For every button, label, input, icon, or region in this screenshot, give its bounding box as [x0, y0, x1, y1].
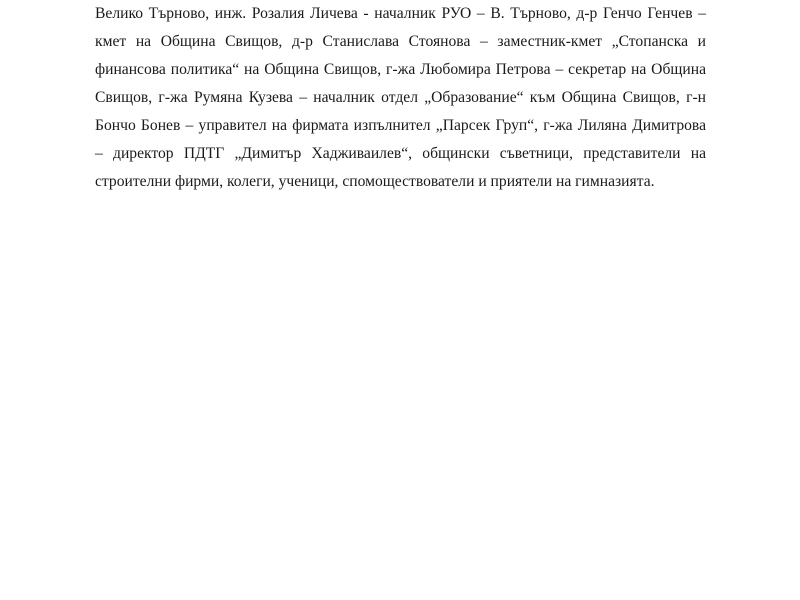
paragraph-line: Велико Търново, инж. Розалия Личева - началник РУО – В. Търново, д-р Генчо Генчев –: [95, 5, 706, 22]
paragraph-line: финансова политика“ на Община Свищов, г-жа Любомира Петрова – секретар на Община: [95, 61, 706, 78]
paragraph-line-last: строителни фирми, колеги, ученици, спомоществователи и приятели на гимназията.: [95, 173, 655, 190]
paragraph-line: кмет на Община Свищов, д-р Станислава Стоянова – заместник-кмет „Стопанска и: [95, 33, 706, 50]
paragraph-line: Свищов, г-жа Румяна Кузева – началник отдел „Образование“ към Община Свищов, г-н: [95, 89, 706, 106]
paragraph-line: – директор ПДТГ „Димитър Хадживаилев“, общински съветници, представители на: [95, 145, 706, 162]
paragraph-line: Бончо Бонев – управител на фирмата изпълнител „Парсек Груп“, г-жа Лиляна Димитрова: [95, 117, 706, 134]
body-paragraph: [95, 0, 706, 196]
